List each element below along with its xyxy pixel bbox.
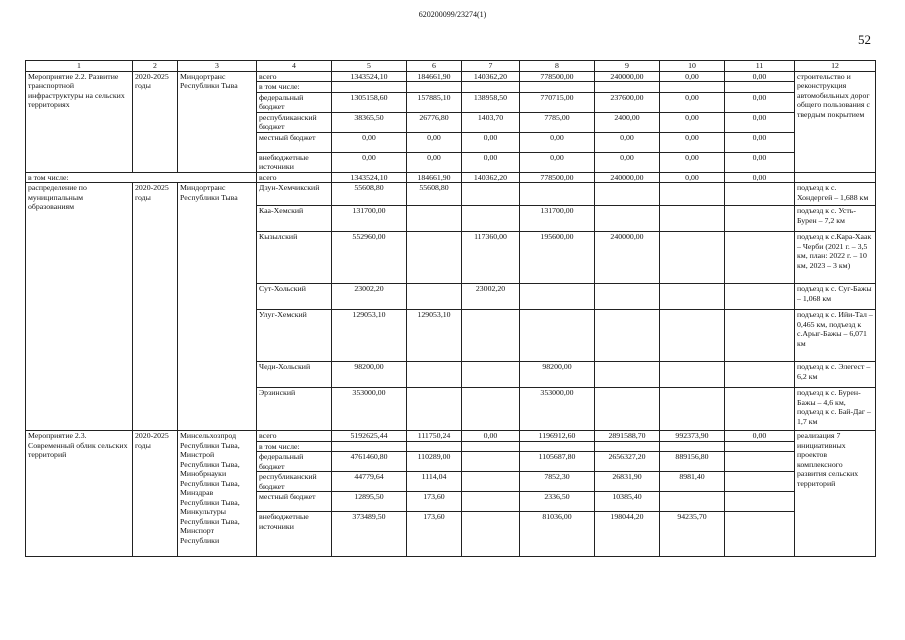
executor: Минсельхозпрод Республики Тыва, Минстрой Республики Тыва, Минобрнауки Республики Тыва, Минздрав Республики Тыва, Минкультуры Республики Тыва, Минспорт Республики [178, 431, 257, 557]
value-cell [660, 232, 725, 284]
value-cell: 992373,90 [660, 431, 725, 442]
value-cell [520, 284, 595, 310]
funding-source: местный бюджет [257, 492, 332, 512]
municipality-name: Дзун-Хемчикский [257, 183, 332, 206]
value-cell [520, 183, 595, 206]
value-cell [462, 492, 520, 512]
value-cell [407, 232, 462, 284]
value-cell: 110289,00 [407, 452, 462, 472]
value-cell [660, 284, 725, 310]
value-cell [725, 441, 795, 452]
value-cell [407, 362, 462, 388]
value-cell: 173,60 [407, 492, 462, 512]
value-cell [462, 362, 520, 388]
value-cell [725, 388, 795, 431]
period: 2020-2025 годы [133, 183, 178, 431]
value-cell [725, 472, 795, 492]
column-header: 3 [178, 61, 257, 72]
value-cell: 0,00 [520, 132, 595, 152]
value-cell: 7852,30 [520, 472, 595, 492]
funding-source: республиканский бюджет [257, 472, 332, 492]
value-cell: 129053,10 [332, 310, 407, 362]
value-cell: 55608,80 [332, 183, 407, 206]
value-cell [725, 362, 795, 388]
value-cell: 157885,10 [407, 92, 462, 112]
value-cell [407, 206, 462, 232]
value-cell [332, 82, 407, 93]
value-cell: 0,00 [462, 152, 520, 172]
value-cell [595, 284, 660, 310]
value-cell: 12895,50 [332, 492, 407, 512]
value-cell: 1114,04 [407, 472, 462, 492]
municipality-name: Улуг-Хемский [257, 310, 332, 362]
value-cell: 26831,90 [595, 472, 660, 492]
subtotal-label: в том числе: [26, 172, 257, 183]
value-cell [332, 441, 407, 452]
value-cell: 770715,00 [520, 92, 595, 112]
column-number-row [26, 61, 876, 72]
value-cell: 0,00 [407, 152, 462, 172]
value-cell: 0,00 [407, 132, 462, 152]
value-cell [725, 232, 795, 284]
table-row [26, 71, 876, 82]
value-cell: 1403,70 [462, 112, 520, 132]
value-cell [725, 512, 795, 557]
road-note: подъезд к с.Кара-Хаак – Черби (2021 г. – 3,5 км, план: 2022 г. – 10 км, 2023 – 3 км) [795, 232, 876, 284]
value-cell [520, 441, 595, 452]
value-cell: 5192625,44 [332, 431, 407, 442]
value-cell: 240000,00 [595, 232, 660, 284]
value-cell [595, 388, 660, 431]
road-note: подъезд к с. Бурен-Бажы – 4,6 км, подъезд к с. Бай-Даг – 1,7 км [795, 388, 876, 431]
funding-source: федеральный бюджет [257, 452, 332, 472]
value-cell: 0,00 [462, 132, 520, 152]
period: 2020-2025 годы [133, 431, 178, 557]
value-cell: 0,00 [660, 172, 725, 183]
funding-source: в том числе: [257, 441, 332, 452]
value-cell: 0,00 [595, 132, 660, 152]
value-cell: 2656327,20 [595, 452, 660, 472]
value-cell [520, 310, 595, 362]
value-cell: 778500,00 [520, 172, 595, 183]
value-cell: 1305158,60 [332, 92, 407, 112]
value-cell: 2336,50 [520, 492, 595, 512]
value-cell [462, 206, 520, 232]
funding-source: местный бюджет [257, 132, 332, 152]
expected-result: строительство и реконструкция автомобильных дорог общего пользования с твердым покрытием [795, 71, 876, 172]
subtotal-row [26, 172, 876, 183]
result-cell [795, 172, 876, 183]
value-cell: 353000,00 [332, 388, 407, 431]
value-cell [462, 472, 520, 492]
value-cell [462, 512, 520, 557]
value-cell: 0,00 [462, 431, 520, 442]
value-cell: 353000,00 [520, 388, 595, 431]
value-cell [725, 310, 795, 362]
value-cell: 198044,20 [595, 512, 660, 557]
value-cell: 0,00 [725, 71, 795, 82]
value-cell: 140362,20 [462, 172, 520, 183]
funding-source: всего [257, 431, 332, 442]
value-cell [407, 388, 462, 431]
value-cell [595, 206, 660, 232]
measure-name: Мероприятие 2.3. Современный облик сельских территорий [26, 431, 133, 557]
value-cell: 94235,70 [660, 512, 725, 557]
value-cell: 0,00 [520, 152, 595, 172]
value-cell: 1105687,80 [520, 452, 595, 472]
value-cell: 0,00 [725, 92, 795, 112]
value-cell: 184661,90 [407, 71, 462, 82]
value-cell [407, 441, 462, 452]
value-cell [407, 82, 462, 93]
measure-name: распределение по муниципальным образованиям [26, 183, 133, 431]
value-cell: 2891588,70 [595, 431, 660, 442]
value-cell: 0,00 [725, 172, 795, 183]
value-cell: 8981,40 [660, 472, 725, 492]
funding-source: в том числе: [257, 82, 332, 93]
road-note: подъезд к с. Усть-Бурен – 7,2 км [795, 206, 876, 232]
value-cell: 552960,00 [332, 232, 407, 284]
value-cell: 131700,00 [332, 206, 407, 232]
column-header: 6 [407, 61, 462, 72]
column-header: 11 [725, 61, 795, 72]
value-cell: 98200,00 [520, 362, 595, 388]
value-cell: 81036,00 [520, 512, 595, 557]
value-cell [660, 206, 725, 232]
column-header: 5 [332, 61, 407, 72]
value-cell: 0,00 [725, 112, 795, 132]
value-cell: 0,00 [725, 152, 795, 172]
value-cell: 117360,00 [462, 232, 520, 284]
column-header: 7 [462, 61, 520, 72]
funding-source: федеральный бюджет [257, 92, 332, 112]
value-cell: 0,00 [660, 132, 725, 152]
road-note: подъезд к с. Элегест – 6,2 км [795, 362, 876, 388]
value-cell: 10385,40 [595, 492, 660, 512]
value-cell: 26776,80 [407, 112, 462, 132]
value-cell [660, 362, 725, 388]
budget-table [25, 60, 876, 557]
value-cell: 23002,20 [462, 284, 520, 310]
value-cell [462, 82, 520, 93]
municipality-name: Сут-Хольский [257, 284, 332, 310]
value-cell [462, 310, 520, 362]
value-cell: 138958,50 [462, 92, 520, 112]
value-cell: 44779,64 [332, 472, 407, 492]
value-cell: 237600,00 [595, 92, 660, 112]
value-cell: 240000,00 [595, 71, 660, 82]
value-cell [660, 441, 725, 452]
value-cell: 0,00 [660, 112, 725, 132]
value-cell: 140362,20 [462, 71, 520, 82]
value-cell [595, 183, 660, 206]
road-note: подъезд к с. Суг-Бажы – 1,068 км [795, 284, 876, 310]
value-cell [462, 183, 520, 206]
expected-result: реализация 7 инициативных проектов комплексного развития сельских территорий [795, 431, 876, 557]
value-cell [725, 492, 795, 512]
funding-source: всего [257, 71, 332, 82]
value-cell [462, 452, 520, 472]
value-cell [660, 388, 725, 431]
value-cell [595, 310, 660, 362]
page-number: 52 [858, 32, 871, 47]
table-row [26, 431, 876, 442]
municipality-name: Кызылский [257, 232, 332, 284]
column-header: 9 [595, 61, 660, 72]
value-cell: 0,00 [725, 431, 795, 442]
value-cell: 0,00 [660, 152, 725, 172]
value-cell [725, 284, 795, 310]
column-header: 8 [520, 61, 595, 72]
value-cell: 1343524,10 [332, 71, 407, 82]
value-cell: 129053,10 [407, 310, 462, 362]
value-cell [462, 441, 520, 452]
municipality-row [26, 183, 876, 206]
value-cell: 0,00 [660, 92, 725, 112]
value-cell: 38365,50 [332, 112, 407, 132]
value-cell: 131700,00 [520, 206, 595, 232]
value-cell: 0,00 [332, 132, 407, 152]
value-cell [660, 82, 725, 93]
funding-source: внебюджетные источники [257, 152, 332, 172]
value-cell [595, 441, 660, 452]
funding-source: всего [257, 172, 332, 183]
value-cell: 184661,90 [407, 172, 462, 183]
value-cell [595, 362, 660, 388]
value-cell: 1196912,60 [520, 431, 595, 442]
value-cell [462, 388, 520, 431]
period: 2020-2025 годы [133, 71, 178, 172]
column-header: 4 [257, 61, 332, 72]
value-cell: 55608,80 [407, 183, 462, 206]
value-cell: 23002,20 [332, 284, 407, 310]
column-header: 2 [133, 61, 178, 72]
value-cell: 889156,80 [660, 452, 725, 472]
value-cell [660, 492, 725, 512]
value-cell [407, 284, 462, 310]
value-cell: 0,00 [332, 152, 407, 172]
road-note: подъезд к с. Ийи-Тал – 0,465 км, подъезд к с.Арыг-Бажы – 6,071 км [795, 310, 876, 362]
funding-source: республиканский бюджет [257, 112, 332, 132]
column-header: 1 [26, 61, 133, 72]
value-cell [660, 183, 725, 206]
executor: Миндортранс Республики Тыва [178, 71, 257, 172]
value-cell: 0,00 [725, 132, 795, 152]
funding-source: внебюджетные источники [257, 512, 332, 557]
executor: Миндортранс Республики Тыва [178, 183, 257, 431]
municipality-name: Каа-Хемский [257, 206, 332, 232]
value-cell: 1343524,10 [332, 172, 407, 183]
value-cell: 0,00 [595, 152, 660, 172]
measure-name: Мероприятие 2.2. Развитие транспортной инфраструктуры на сельских территориях [26, 71, 133, 172]
column-header: 10 [660, 61, 725, 72]
value-cell [725, 82, 795, 93]
municipality-name: Чеди-Хольский [257, 362, 332, 388]
value-cell: 240000,00 [595, 172, 660, 183]
value-cell: 0,00 [660, 71, 725, 82]
value-cell [725, 183, 795, 206]
value-cell [725, 452, 795, 472]
value-cell: 4761460,80 [332, 452, 407, 472]
value-cell: 111750,24 [407, 431, 462, 442]
value-cell: 373489,50 [332, 512, 407, 557]
municipality-name: Эрзинский [257, 388, 332, 431]
document-id: 620200099/23274(1) [418, 10, 487, 19]
column-header: 12 [795, 61, 876, 72]
value-cell: 98200,00 [332, 362, 407, 388]
value-cell [660, 310, 725, 362]
value-cell: 778500,00 [520, 71, 595, 82]
road-note: подъезд к с. Хондергей – 1,688 км [795, 183, 876, 206]
value-cell [725, 206, 795, 232]
value-cell [595, 82, 660, 93]
value-cell: 2400,00 [595, 112, 660, 132]
value-cell: 173,60 [407, 512, 462, 557]
value-cell [520, 82, 595, 93]
value-cell: 7785,00 [520, 112, 595, 132]
value-cell: 195600,00 [520, 232, 595, 284]
